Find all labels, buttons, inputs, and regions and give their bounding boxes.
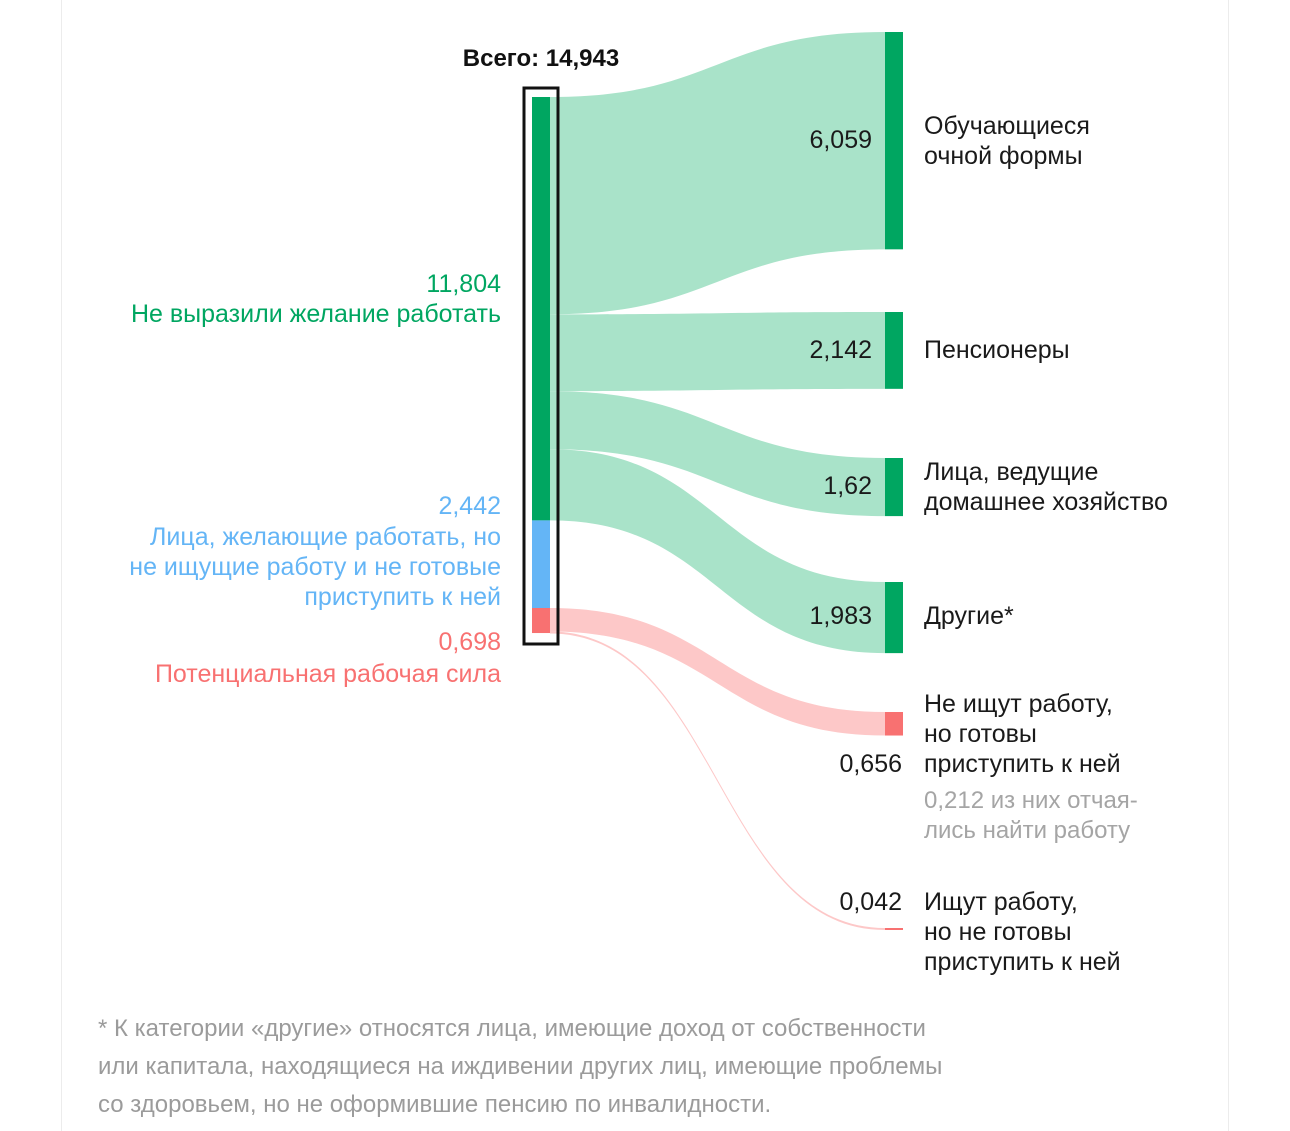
source-bar-wish_not_seek	[532, 520, 550, 608]
target-bar-household	[885, 458, 903, 516]
target-label-seek_not_ready: Ищут работу,	[924, 888, 1078, 916]
target-value-not_seek_ready: 0,656	[839, 750, 902, 778]
target-label-students: очной формы	[924, 142, 1083, 170]
target-label-seek_not_ready: приступить к ней	[924, 948, 1121, 976]
source-label-not_wish: Не выразили желание работать	[131, 300, 501, 328]
target-bar-not_seek_ready	[885, 712, 903, 736]
target-bar-others	[885, 582, 903, 653]
target-label-not_seek_ready: но готовы	[924, 720, 1037, 748]
target-value-household: 1,62	[823, 472, 872, 500]
target-note-not_seek_ready: 0,212 из них отчая-	[924, 787, 1138, 814]
sankey-link-students	[550, 32, 885, 314]
source-label-potential: Потенциальная рабочая сила	[154, 660, 501, 688]
source-label-wish_not_seek: не ищущие работу и не готовые	[129, 553, 501, 581]
target-label-pensioners: Пенсионеры	[924, 336, 1070, 364]
source-value-wish_not_seek: 2,442	[438, 492, 501, 520]
target-bar-seek_not_ready	[885, 928, 903, 930]
target-value-seek_not_ready: 0,042	[839, 888, 902, 916]
source-value-not_wish: 11,804	[426, 270, 501, 298]
target-label-household: домашнее хозяйство	[924, 488, 1168, 516]
target-label-not_seek_ready: Не ищут работу,	[924, 690, 1113, 718]
target-label-others: Другие*	[924, 602, 1014, 630]
chart-title: Всего: 14,943	[462, 45, 620, 72]
target-label-students: Обучающиеся	[924, 112, 1090, 140]
target-label-not_seek_ready: приступить к ней	[924, 750, 1121, 778]
target-value-others: 1,983	[809, 602, 872, 630]
target-label-household: Лица, ведущие	[924, 458, 1099, 486]
target-bar-students	[885, 32, 903, 249]
source-bar-potential	[532, 608, 550, 633]
source-bar-not_wish	[532, 97, 550, 520]
target-value-students: 6,059	[809, 126, 872, 154]
target-value-pensioners: 2,142	[809, 336, 872, 364]
source-label-wish_not_seek: Лица, желающие работать, но	[150, 523, 501, 551]
target-note-not_seek_ready: лись найти работу	[924, 817, 1131, 844]
footnote: * К категории «другие» относятся лица, имеющие доход от собственности или капитала, находящиеся на иждивении других лиц, имеющие проблемы со здоровьем, но не оформившие пенсию по инвалидности.	[98, 1015, 943, 1118]
source-value-potential: 0,698	[438, 628, 501, 656]
source-label-wish_not_seek: приступить к ней	[304, 583, 501, 611]
target-bar-pensioners	[885, 312, 903, 389]
target-label-seek_not_ready: но не готовы	[924, 918, 1072, 946]
